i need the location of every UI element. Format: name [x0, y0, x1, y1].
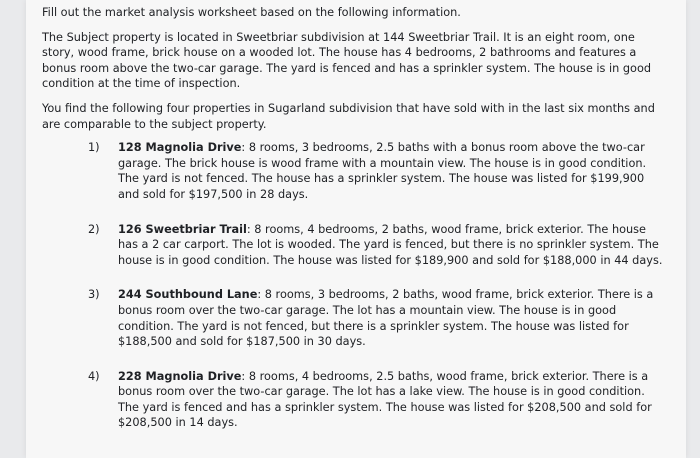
property-address: 126 Sweetbriar Trail — [118, 222, 247, 236]
comparable-properties-list — [42, 140, 667, 431]
property-address: 244 Southbound Lane — [118, 288, 258, 302]
property-description: : 8 rooms, 3 bedrooms, 2 baths, wood frame, brick exterior. There is a bonus room over the two-car garage. The lot has a mountain view. The house is in good condition. The yard is not fenced, but there is a sprinkler system. The house was listed for $188,500 and sold for $187,500 in 30 days. — [118, 288, 654, 349]
item-number: 3) — [88, 288, 100, 302]
comparable-property-item — [42, 140, 667, 202]
comparable-property-item — [42, 369, 667, 431]
document-content — [42, 5, 667, 450]
item-number: 2) — [88, 222, 100, 236]
item-number: 1) — [88, 141, 100, 155]
property-address: 228 Magnolia Drive — [118, 369, 242, 383]
item-number: 4) — [88, 369, 100, 383]
property-description: : 8 rooms, 4 bedrooms, 2 baths, wood frame, brick exterior. The house has a 2 car carport. The lot is wooded. The yard is fenced, but there is no sprinkler system. The house is in good condition. The house was listed for $189,900 and sold for $188,000 in 44 days. — [118, 222, 663, 267]
instruction-text: Fill out the market analysis worksheet based on the following information. — [42, 6, 461, 19]
comparable-property-item — [42, 222, 667, 269]
property-description: : 8 rooms, 3 bedrooms, 2.5 baths with a bonus room above the two-car garage. The brick house is wood frame with a mountain view. The house is in good condition. The yard is not fenced. The house has a sprinkler system. The house was listed for $199,900 and sold for $197,500 in 28 days. — [118, 141, 647, 201]
document-page — [26, 0, 686, 458]
subject-property-paragraph: The Subject property is located in Sweetbriar subdivision at 144 Sweetbriar Trail. It is an eight room, one story, wood frame, brick house on a wooded lot. The house has 4 bedrooms, 2 bathrooms and features a bonus room above the two-car garage. The yard is fenced and has a sprinkler system. The house is in good condition at the time of inspection. — [42, 30, 652, 91]
comparable-property-item — [42, 287, 667, 349]
property-description: : 8 rooms, 4 bedrooms, 2.5 baths, wood frame, brick exterior. There is a bonus room over the two-car garage. The lot has a lake view. The house is in good condition. The yard is fenced and has a sprinkler system. The house was listed for $208,500 and sold for $208,500 in 14 days. — [118, 369, 652, 430]
property-address: 128 Magnolia Drive — [118, 141, 242, 155]
comparables-intro-paragraph: You find the following four properties in Sugarland subdivision that have sold with in the last six months and are comparable to the subject property. — [42, 101, 655, 131]
